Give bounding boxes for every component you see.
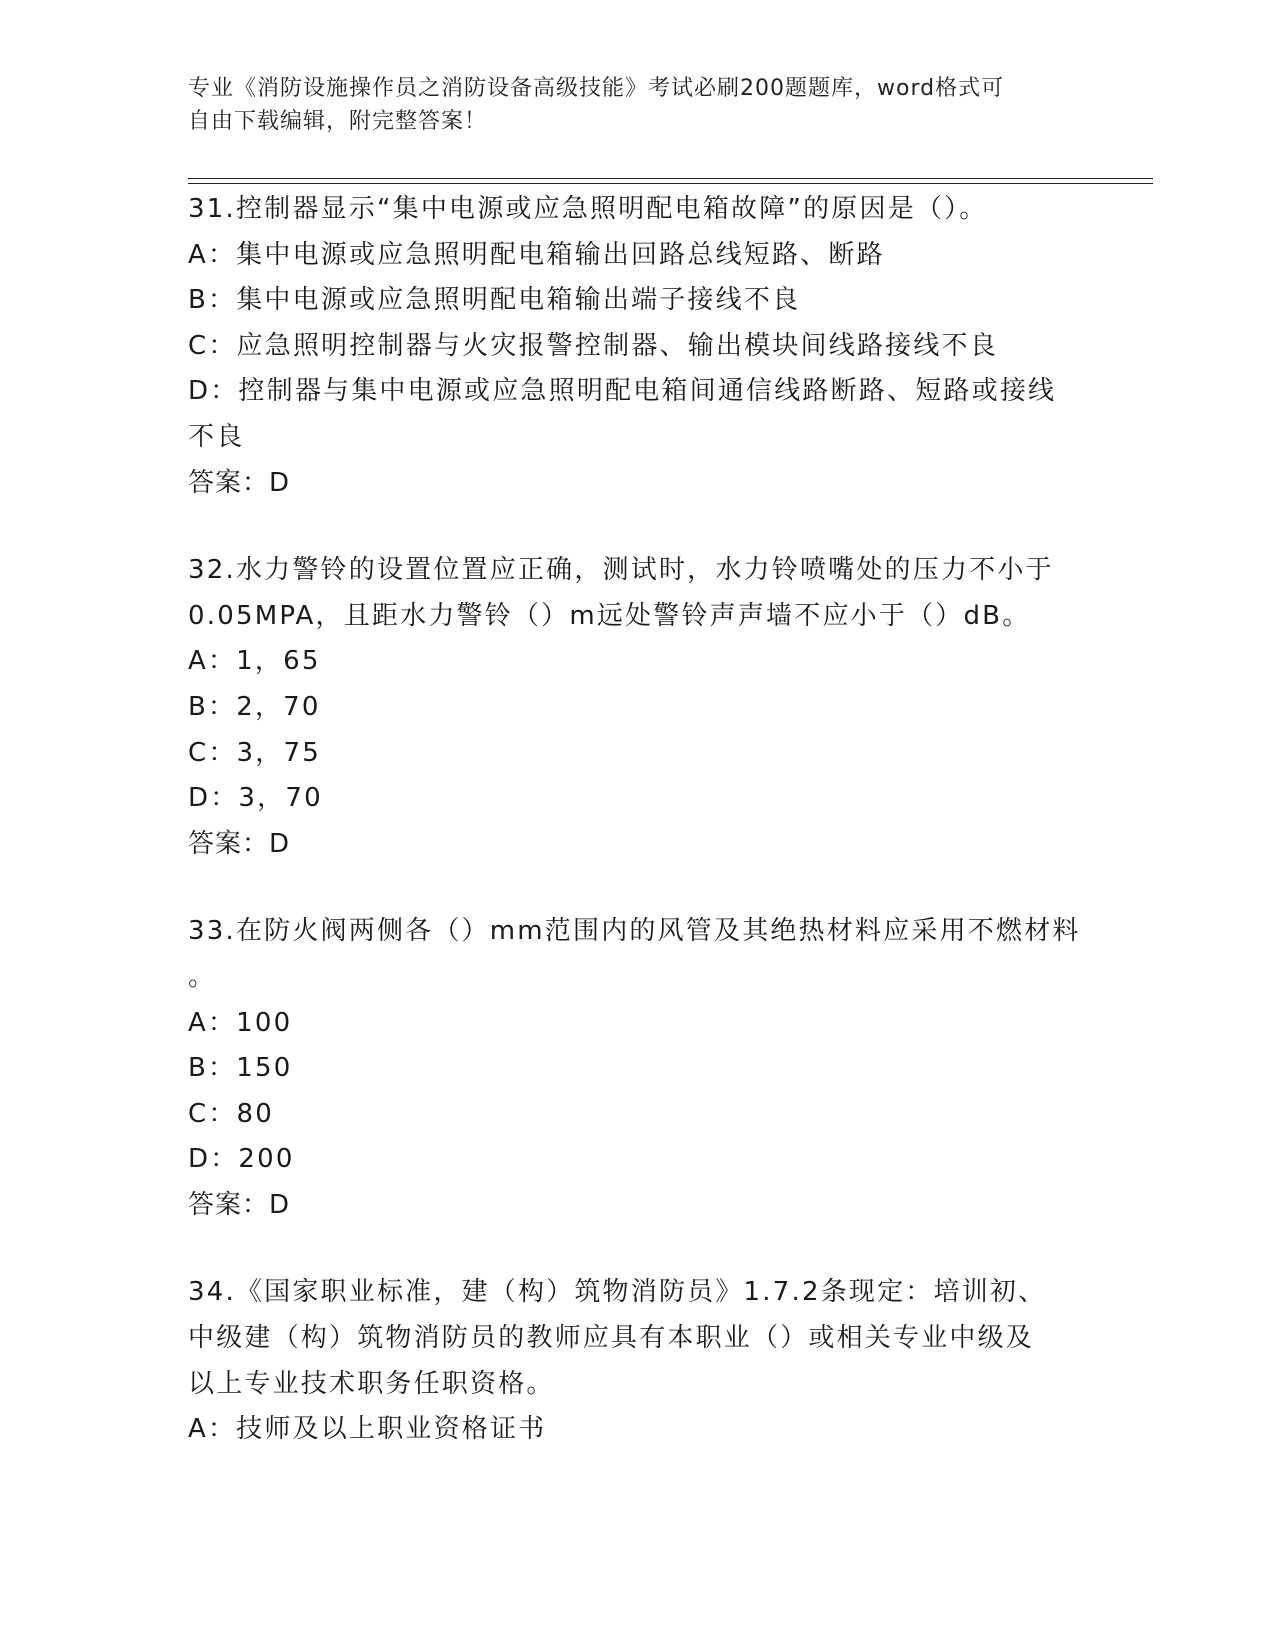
answer-option: A：技师及以上职业资格证书 <box>188 1414 547 1445</box>
question-block <box>188 909 1088 1228</box>
question-stem: 31.控制器显示“集中电源或应急照明配电箱故障”的原因是（）。 <box>188 194 988 224</box>
question-stem: 0.05MPA，且距水力警铃（）m远处警铃声声墙不应小于（）dB。 <box>188 600 1031 631</box>
answer-option: A：集中电源或应急照明配电箱输出回路总线短路、断路 <box>188 239 885 270</box>
question-stem: 32.水力警铃的设置位置应正确，测试时，水力铃喷嘴处的压力不小于 <box>188 555 1054 586</box>
header-line: 专业《消防设施操作员之消防设备高级技能》考试必刷200题题库，word格式可 <box>188 76 1005 101</box>
header-divider-bottom <box>188 183 1153 184</box>
answer-key: 答案：D <box>188 1189 291 1220</box>
header-divider-top <box>188 178 1153 179</box>
answer-option: D：控制器与集中电源或应急照明配电箱间通信线路断路、短路或接线 <box>188 376 1057 407</box>
question-block <box>188 187 1088 506</box>
answer-option: D：3，70 <box>188 783 323 814</box>
answer-key: 答案：D <box>188 828 291 859</box>
answer-option: A：100 <box>188 1007 293 1038</box>
question-stem: 以上专业技术职务任职资格。 <box>188 1368 555 1399</box>
question-block <box>188 548 1088 867</box>
question-stem: 中级建（构）筑物消防员的教师应具有本职业（）或相关专业中级及 <box>188 1323 1035 1354</box>
question-stem: 。 <box>188 961 217 992</box>
answer-key: 答案：D <box>188 467 291 498</box>
answer-option: C：3，75 <box>188 737 321 768</box>
question-stem: 33.在防火阀两侧各（）mm范围内的风管及其绝热材料应采用不燃材料 <box>188 916 1081 947</box>
answer-option: B：150 <box>188 1053 293 1084</box>
document-header <box>188 72 1068 138</box>
answer-option: 不良 <box>188 421 245 452</box>
answer-option: C：应急照明控制器与火灾报警控制器、输出模块间线路接线不良 <box>188 330 998 361</box>
header-line: 自由下载编辑，附完整答案！ <box>188 109 488 134</box>
answer-option: A：1，65 <box>188 646 321 677</box>
answer-option: B：2，70 <box>188 691 321 722</box>
answer-option: B：集中电源或应急照明配电箱输出端子接线不良 <box>188 285 801 316</box>
question-block <box>188 1270 1088 1452</box>
question-list <box>188 187 1088 1495</box>
answer-option: C：80 <box>188 1098 275 1129</box>
answer-option: D：200 <box>188 1144 295 1175</box>
question-stem: 34.《国家职业标准，建（构）筑物消防员》1.7.2条现定：培训初、 <box>188 1277 1047 1308</box>
